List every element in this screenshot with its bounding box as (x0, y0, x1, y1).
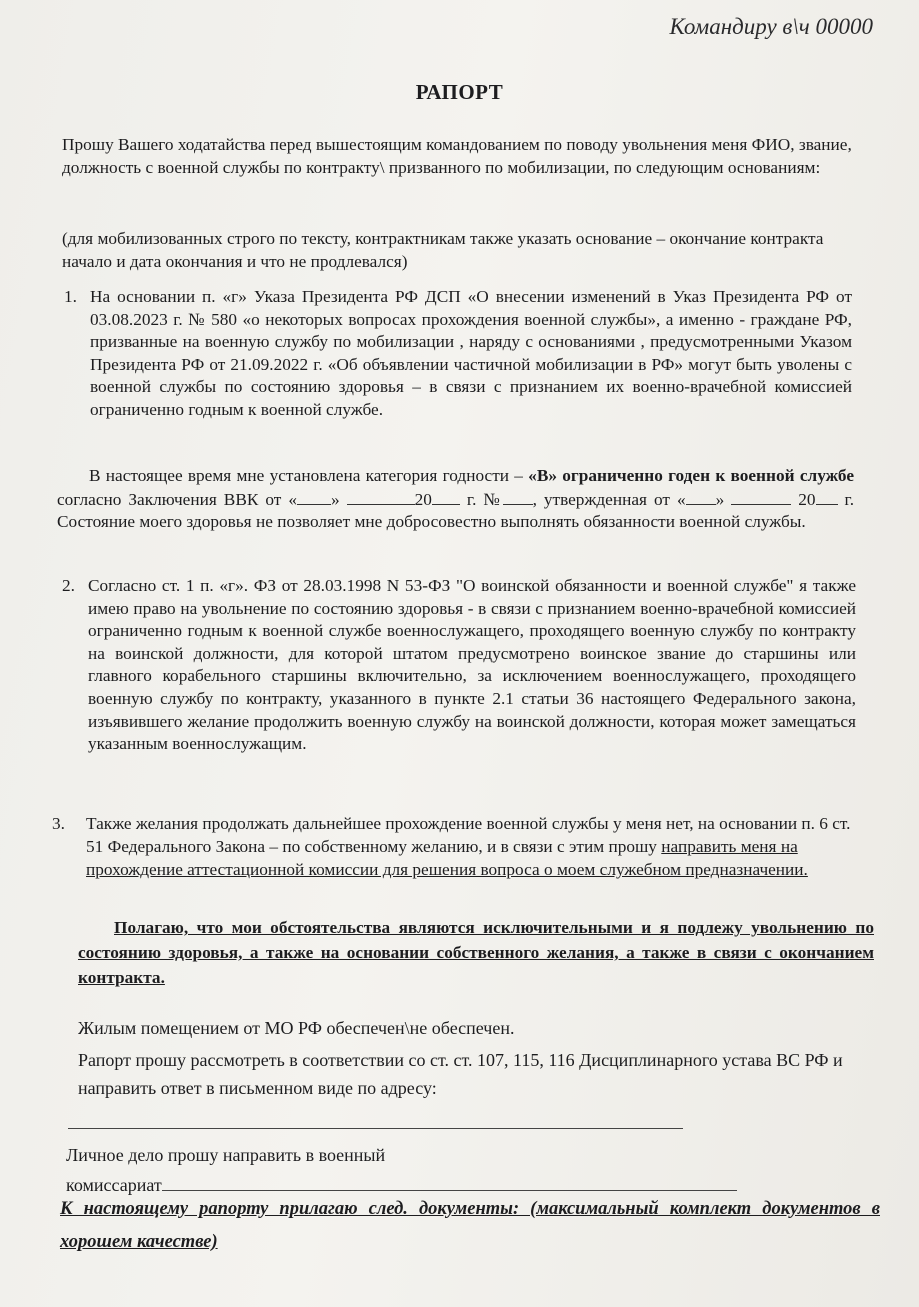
list-number-2: 2. (62, 576, 75, 595)
category-text-6: , утвержденная от « (532, 489, 686, 509)
category-paragraph (57, 465, 854, 534)
list-item-2-text: Согласно ст. 1 п. «г». ФЗ от 28.03.1998 N 53-ФЗ "О воинской обязанности и военной службе" я также имею право на увольнение по состоянию здоровья - в связи с признанием военно-врачебной комиссией ограниченно годным к военной службе военнослужащего, проходящего военную службу по контракту на воинской должности, для которой штатом предусмотрено воинское звание до старшины или главного корабельного старшины включительно, за исключением военнослужащего, проходящего военную службу по контракту, указанного в пункте 2.1 статьи 36 настоящего Федерального закона, изъявившего желание продолжить военную службу на воинской должности, которая может замещаться указанным военнослужащим. (88, 576, 856, 754)
blank-month-1 (347, 488, 415, 505)
list-number-3: 3. (52, 814, 65, 833)
address-blank-line (68, 1128, 683, 1129)
category-text-2: согласно Заключения ВВК от « (57, 489, 297, 509)
blank-month-2 (731, 488, 791, 505)
list-item-3-text: Также желания продолжать дальнейшее прохождение военной службы у меня нет, на основании п. 6 ст. 51 Федерального Закона – по собственному желанию, и в связи с этим прошу (86, 814, 851, 856)
category-text-4: 20 (414, 489, 432, 509)
category-text-8: 20 (798, 489, 816, 509)
blank-day-2 (686, 488, 716, 505)
list-number-1: 1. (64, 287, 77, 306)
blank-number (503, 488, 533, 505)
instruction-note: (для мобилизованных строго по тексту, контрактникам также указать основание – окончание контракта начало и дата окончания и что не продлевался) (62, 229, 824, 271)
request-paragraph: Рапорт прошу рассмотреть в соответствии со ст. ст. 107, 115, 116 Дисциплинарного устава ВС РФ и направить ответ в письменном виде по адресу: (78, 1050, 843, 1098)
blank-year-1 (432, 488, 460, 505)
blank-year-2 (816, 488, 838, 505)
category-text-7: » (715, 489, 725, 509)
category-text-9: г. Состояние моего здоровья не позволяет мне добросовестно выполнять обязанности военной службы. (57, 489, 855, 531)
list-item-1-text: На основании п. «г» Указа Президента РФ ДСП «О внесении изменений в Указ Президента РФ от 03.08.2023 г. № 580 «о некоторых вопросах прохождения военной службы», а именно - граждане РФ, призванные на военную службу по мобилизации , наряду с основаниями , предусмотренными Указом Президента РФ от 21.09.2022 г. «Об объявлении частичной мобилизации в РФ» могут быть уволены с военной службы по состоянию здоровья – в связи с признанием их военно-врачебной комиссией ограниченно годным к военной службе. (90, 287, 852, 419)
housing-statement: Жилым помещением от МО РФ обеспечен\не обеспечен. (78, 1018, 515, 1038)
list-item-3 (52, 812, 862, 881)
commissariat-blank (162, 1172, 737, 1191)
document-title: РАПОРТ (415, 80, 504, 104)
category-text-5: г. № (459, 489, 503, 509)
addressee: Командиру в\ч 00000 (669, 14, 873, 39)
personal-file-label: комиссариат (66, 1175, 162, 1195)
intro-paragraph: Прошу Вашего ходатайства перед вышестоящим командованием по поводу увольнения меня ФИО, звание, должность с военной службы по контракту\ призванного по мобилизации, по следующим основаниям: (62, 135, 852, 177)
category-value: «В» ограниченно годен к военной службе (528, 466, 854, 485)
category-text-3: » (330, 489, 340, 509)
list-item-1 (64, 286, 852, 422)
conclusion-paragraph: Полагаю, что мои обстоятельства являются исключительными и я подлежу увольнению по состоянию здоровья, а также на основании собственного желания, а также в связи с окончанием контракта. (78, 918, 874, 987)
list-item-2 (62, 575, 856, 756)
category-text-1: В настоящее время мне установлена категория годности – (89, 466, 529, 485)
personal-file-line-1: Личное дело прошу направить в военный (66, 1145, 386, 1165)
personal-file-block (66, 1140, 737, 1200)
blank-day-1 (297, 488, 331, 505)
list-item-3-underlined: направить меня на прохождение аттестационной комиссии для решения вопроса о моем служебном предназначении. (86, 837, 808, 879)
attachments-heading: К настоящему рапорту прилагаю след. документы: (максимальный комплект документов в хорошем качестве) (60, 1199, 880, 1252)
